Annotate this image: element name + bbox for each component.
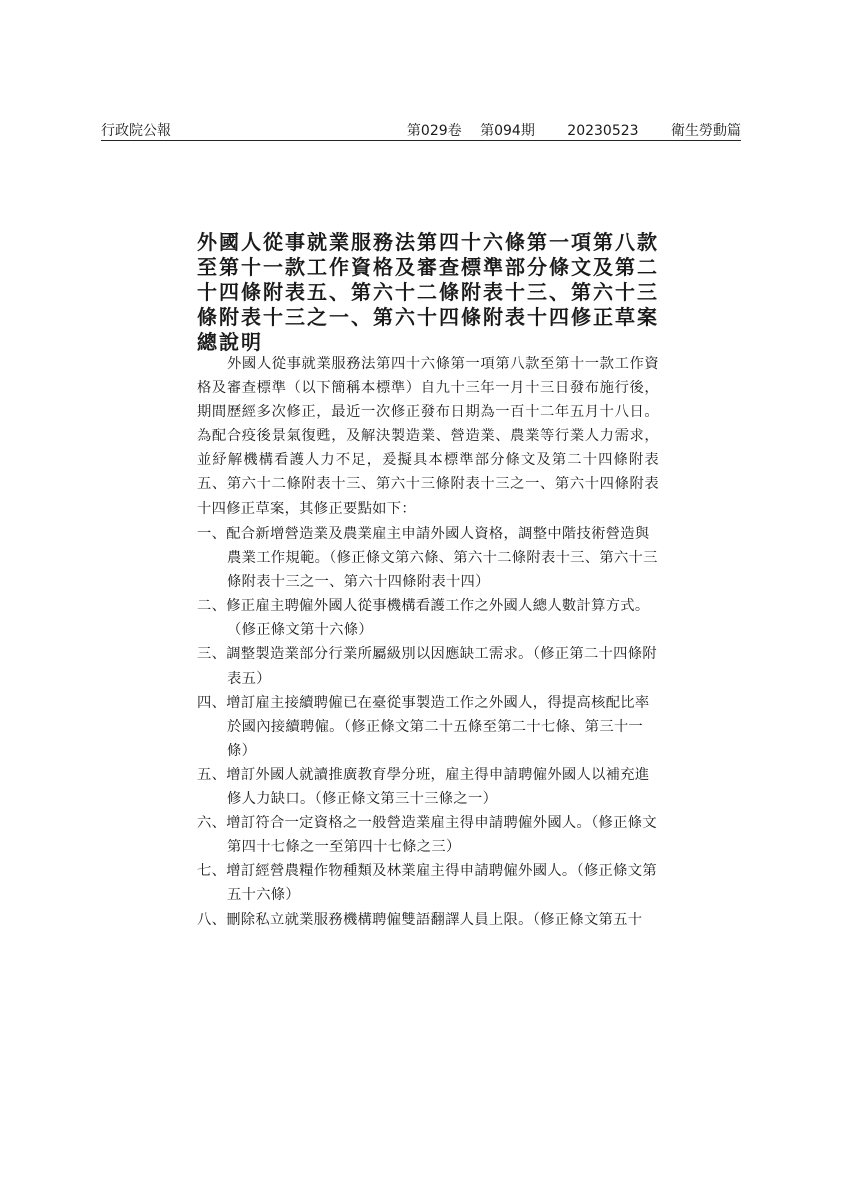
list-item: 六、增訂符合一定資格之一般營造業雇主得申請聘僱外國人。（修正條文第四十七條之一至第四十七條之三） (197, 815, 657, 856)
issue-number: 第094期 (480, 123, 535, 139)
publication-name: 行政院公報 (101, 123, 171, 139)
list-item: 四、增訂雇主接續聘僱已在臺從事製造工作之外國人，得提高核配比率於國內接續聘僱。（修正條文第二十五條至第二十七條、第三十一條） (197, 694, 650, 759)
list-item: 三、調整製造業部分行業所屬級別以因應缺工需求。（修正第二十四條附表五） (197, 646, 657, 687)
list-item: 五、增訂外國人就讀推廣教育學分班，雇主得申請聘僱外國人以補充進修人力缺口。（修正條文第三十三條之一） (197, 766, 650, 808)
list-item: 七、增訂經營農糧作物種類及林業雇主得申請聘僱外國人。（修正條文第五十六條） (197, 863, 657, 904)
issue-info (407, 120, 741, 140)
volume-number: 第029卷 (406, 123, 462, 139)
section-name: 衛生勞動篇 (671, 123, 741, 139)
list-item: 一、配合新增營造業及農業雇主申請外國人資格，調整中階技術營造與農業工作規範。（修正條文第六條、第六十二條附表十三、第六十三條附表十三之一、第六十四條附表十四） (197, 526, 658, 591)
document-title: 外國人從事就業服務法第四十六條第一項第八款至第十一款工作資格及審查標準部分條文及第二十四條附表五、第六十二條附表十三、第六十三條附表十三之一、第六十四條附表十四修正草案總說明 (197, 230, 659, 354)
amendment-points-list (197, 522, 659, 932)
publication-date: 20230523 (567, 123, 639, 139)
list-item: 八、刪除私立就業服務機構聘僱雙語翻譯人員上限。（修正條文第五十 (197, 911, 643, 928)
page-header (101, 118, 741, 141)
list-item: 二、修正雇主聘僱外國人從事機構看護工作之外國人總人數計算方式。（修正條文第十六條） (197, 598, 650, 639)
intro-paragraph: 外國人從事就業服務法第四十六條第一項第八款至第十一款工作資格及審查標準（以下簡稱本標準）自九十三年一月十三日發布施行後，期間歷經多次修正，最近一次修正發布日期為一百十二年五月十八日。為配合疫後景氣復甦，及解決製造業、營造業、農業等行業人力需求，並紓解機構看護人力不足，爰擬具本標準部分條文及第二十四條附表五、第六十二條附表十三、第六十三條附表十三之一、第六十四條附表十四修正草案，其修正要點如下： (197, 356, 659, 517)
